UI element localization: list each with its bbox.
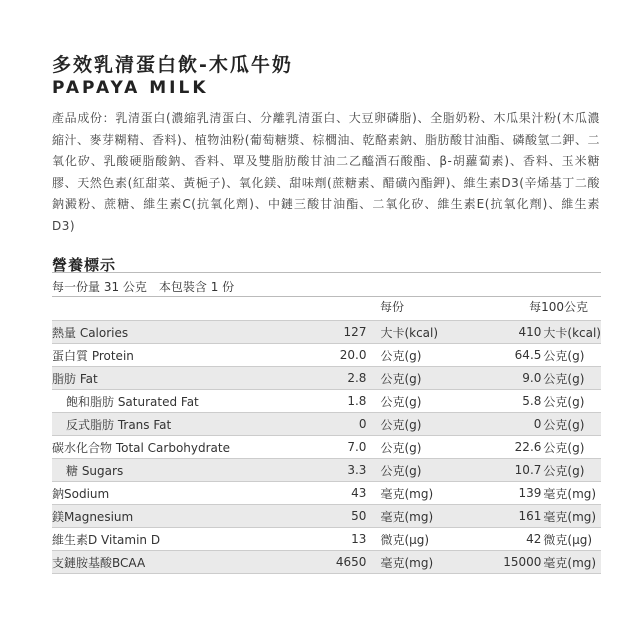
per-100g-value: 15000 xyxy=(474,551,541,574)
nutrient-name: 碳水化合物 Total Carbohydrate xyxy=(52,436,327,459)
per-100g-value: 9.0 xyxy=(474,367,541,390)
per-100g-value: 161 xyxy=(474,505,541,528)
per-serving-unit: 公克(g) xyxy=(366,413,474,436)
per-100g-unit: 毫克(mg) xyxy=(541,505,601,528)
table-row xyxy=(52,390,601,413)
per-100g-value: 139 xyxy=(474,482,541,505)
table-row xyxy=(52,482,601,505)
table-row xyxy=(52,321,601,344)
per-100g-unit: 毫克(mg) xyxy=(541,551,601,574)
per-100g-value: 10.7 xyxy=(474,459,541,482)
per-serving-value: 2.8 xyxy=(327,367,366,390)
per-100g-unit: 公克(g) xyxy=(541,413,601,436)
per-100g-unit: 毫克(mg) xyxy=(541,482,601,505)
per-serving-unit: 毫克(mg) xyxy=(366,482,474,505)
column-header-per-100g: 每100公克 xyxy=(529,300,588,314)
table-row xyxy=(52,367,601,390)
per-100g-value: 5.8 xyxy=(474,390,541,413)
per-serving-unit: 公克(g) xyxy=(366,459,474,482)
table-row xyxy=(52,344,601,367)
per-serving-value: 127 xyxy=(327,321,366,344)
per-100g-value: 0 xyxy=(474,413,541,436)
nutrient-name: 糖 Sugars xyxy=(52,459,327,482)
nutrient-name: 維生素D Vitamin D xyxy=(52,528,327,551)
table-row xyxy=(52,413,601,436)
per-serving-unit: 公克(g) xyxy=(366,367,474,390)
product-title-zh: 多效乳清蛋白飲-木瓜牛奶 xyxy=(52,54,293,76)
per-100g-unit: 公克(g) xyxy=(541,459,601,482)
per-100g-value: 42 xyxy=(474,528,541,551)
per-100g-unit: 公克(g) xyxy=(541,436,601,459)
per-serving-value: 43 xyxy=(327,482,366,505)
per-serving-unit: 公克(g) xyxy=(366,344,474,367)
per-serving-value: 7.0 xyxy=(327,436,366,459)
table-row xyxy=(52,505,601,528)
serving-info: 每一份量 31 公克 本包裝含 1 份 xyxy=(52,280,235,294)
per-serving-unit: 毫克(mg) xyxy=(366,551,474,574)
table-row xyxy=(52,528,601,551)
per-100g-unit: 公克(g) xyxy=(541,344,601,367)
table-row xyxy=(52,459,601,482)
nutrient-name: 脂肪 Fat xyxy=(52,367,327,390)
per-100g-unit: 微克(μg) xyxy=(541,528,601,551)
nutrient-name: 飽和脂肪 Saturated Fat xyxy=(52,390,327,413)
nutrition-table xyxy=(52,320,601,574)
table-row xyxy=(52,551,601,574)
serving-divider xyxy=(52,296,601,297)
nutrient-name: 鈉Sodium xyxy=(52,482,327,505)
per-100g-value: 410 xyxy=(474,321,541,344)
per-serving-value: 50 xyxy=(327,505,366,528)
column-header-per-serving: 每份 xyxy=(380,300,405,314)
nutrient-name: 反式脂肪 Trans Fat xyxy=(52,413,327,436)
ingredients-text: 產品成份：乳清蛋白(濃縮乳清蛋白、分離乳清蛋白、大豆卵磷脂)、全脂奶粉、木瓜果汁粉(木瓜濃縮汁、麥芽糊精、香料)、植物油粉(葡萄糖漿、棕櫚油、乾酪素鈉、脂肪酸甘油酯、磷酸氫二鉀、二氧化矽、乳酸硬脂酸鈉、香料、單及雙脂肪酸甘油二乙醯酒石酸酯、β-胡蘿蔔素)、香料、玉米糖膠、天然色素(紅甜菜、黃梔子)、氧化鎂、甜味劑(蔗糖素、醋磺內酯鉀)、維生素D3(辛烯基丁二酸鈉澱粉、蔗糖、維生素C(抗氧化劑)、中鏈三酸甘油酯、二氧化矽、維生素E(抗氧化劑)、維生素D3) xyxy=(52,111,600,233)
per-serving-value: 13 xyxy=(327,528,366,551)
per-serving-unit: 大卡(kcal) xyxy=(366,321,474,344)
per-serving-unit: 毫克(mg) xyxy=(366,505,474,528)
nutrition-heading: 營養標示 xyxy=(52,256,117,274)
per-serving-value: 0 xyxy=(327,413,366,436)
per-serving-unit: 公克(g) xyxy=(366,390,474,413)
per-serving-value: 3.3 xyxy=(327,459,366,482)
per-100g-value: 64.5 xyxy=(474,344,541,367)
nutrient-name: 熱量 Calories xyxy=(52,321,327,344)
per-serving-value: 20.0 xyxy=(327,344,366,367)
per-100g-unit: 大卡(kcal) xyxy=(541,321,601,344)
per-100g-unit: 公克(g) xyxy=(541,390,601,413)
heading-divider xyxy=(52,272,601,273)
per-serving-value: 1.8 xyxy=(327,390,366,413)
per-100g-unit: 公克(g) xyxy=(541,367,601,390)
nutrient-name: 蛋白質 Protein xyxy=(52,344,327,367)
per-serving-value: 4650 xyxy=(327,551,366,574)
table-row xyxy=(52,436,601,459)
product-title-en: PAPAYA MILK xyxy=(52,78,209,98)
per-serving-unit: 微克(μg) xyxy=(366,528,474,551)
per-serving-unit: 公克(g) xyxy=(366,436,474,459)
per-100g-value: 22.6 xyxy=(474,436,541,459)
nutrient-name: 支鏈胺基酸BCAA xyxy=(52,551,327,574)
nutrient-name: 鎂Magnesium xyxy=(52,505,327,528)
